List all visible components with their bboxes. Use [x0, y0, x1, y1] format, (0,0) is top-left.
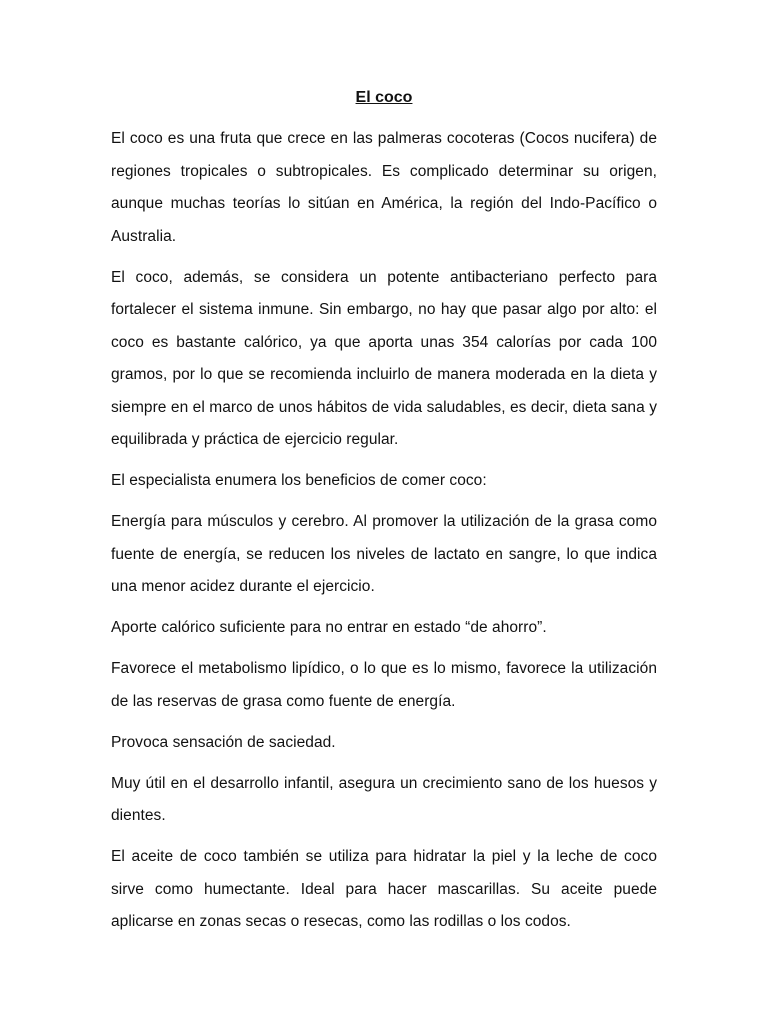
paragraph-satiety: Provoca sensación de saciedad. [111, 733, 336, 751]
paragraph-antibacterial: El coco, además, se considera un potente antibacteriano perfecto para fortalecer el sistema inmune. Sin embargo, no hay que pasar algo por alto: el coco es bastante calórico, ya que aporta unas 354 calorías por cada 100 gramos, por lo que se recomienda incluirlo de manera moderada en la dieta y siempre en el marco de unos hábitos de vida saludables, es decir, dieta sana y equilibrada y práctica de ejercicio regular. [111, 268, 657, 448]
paragraph-intro: El coco es una fruta que crece en las palmeras cocoteras (Cocos nucifera) de regiones tropicales o subtropicales. Es complicado determinar su origen, aunque muchas teorías lo sitúan en América, la región del Indo-Pacífico o Australia. [111, 130, 657, 245]
paragraph-child-development: Muy útil en el desarrollo infantil, asegura un crecimiento sano de los huesos y dientes. [111, 774, 657, 824]
document-title: El coco [355, 89, 413, 106]
paragraph-caloric: Aporte calórico suficiente para no entrar en estado “de ahorro”. [111, 619, 547, 636]
paragraph-benefits-intro: El especialista enumera los beneficios de comer coco: [111, 472, 487, 489]
paragraph-skin-care: El aceite de coco también se utiliza para hidratar la piel y la leche de coco sirve como humectante. Ideal para hacer mascarillas. Su aceite puede aplicarse en zonas secas o resecas, como las rodillas o los codos. [111, 848, 657, 930]
paragraph-energy: Energía para músculos y cerebro. Al promover la utilización de la grasa como fuente de energía, se reducen los niveles de lactato en sangre, lo que indica una menor acidez durante el ejercicio. [111, 513, 657, 595]
paragraph-metabolism: Favorece el metabolismo lipídico, o lo que es lo mismo, favorece la utilización de las reservas de grasa como fuente de energía. [111, 660, 657, 710]
document-body [111, 123, 657, 947]
